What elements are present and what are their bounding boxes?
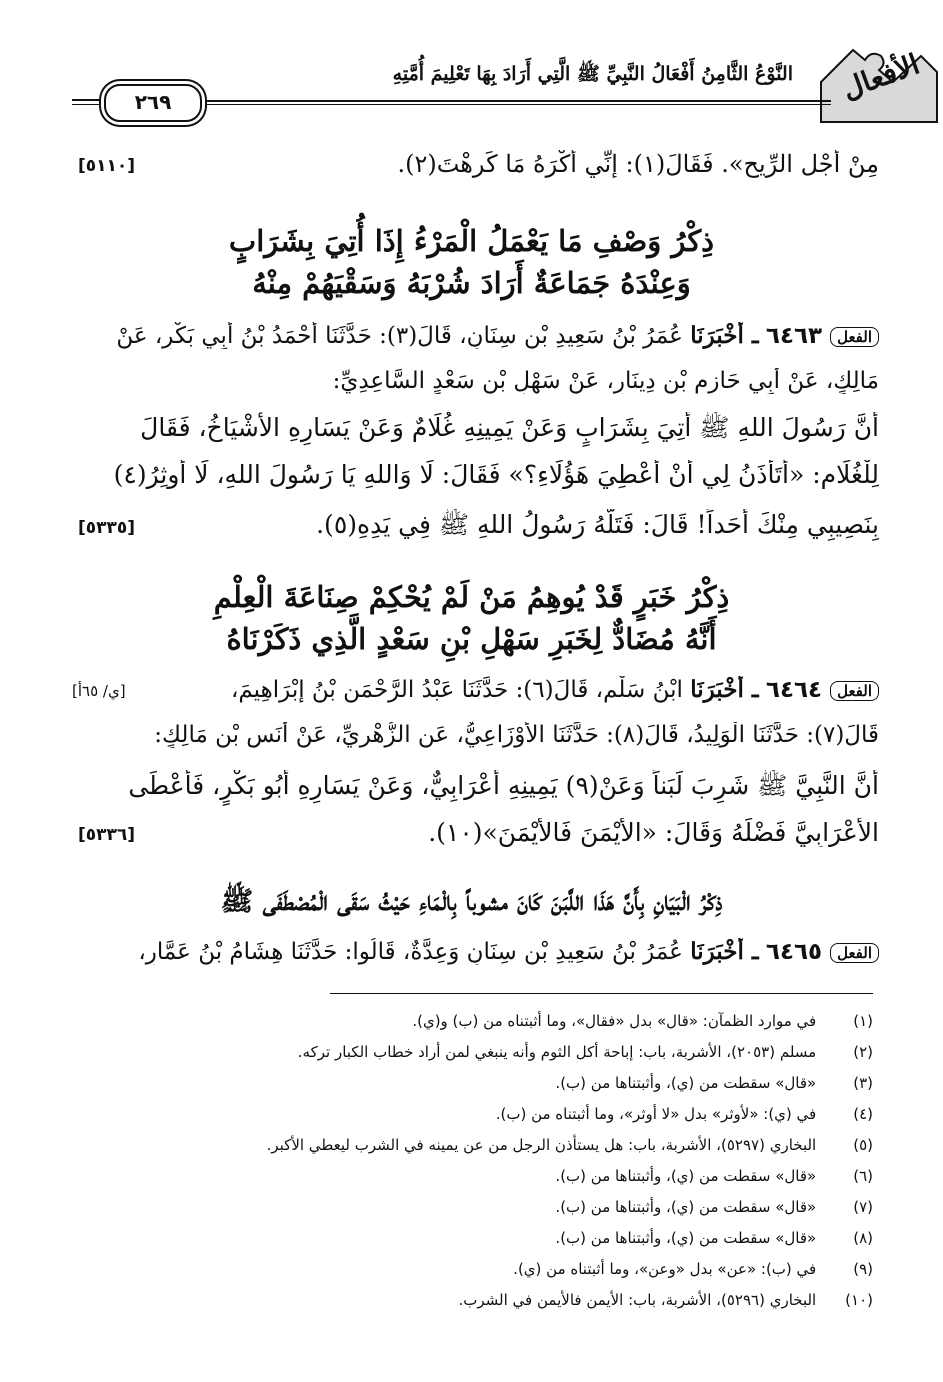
- section-heading: وَعِنْدَهُ جَمَاعَةٌ أَرَادَ شُرْبَهُ وَسَقْيَهُمْ مِنْهُ: [252, 266, 691, 300]
- hadith-tag: الفعل: [830, 943, 879, 963]
- footnote-number: (٤): [853, 1105, 873, 1123]
- footnote: [60, 1012, 873, 1030]
- section-heading: أَنَّهُ مُضَادٌّ لِخَبَرِ سَهْلِ بْنِ سَعْدٍ الَّذِي ذَكَرْنَاهُ: [226, 622, 717, 656]
- isnad-text: عُمَرُ بْنُ سَعِيدِ بْنِ سِنَانٍ وَعِدَّةٌ، قَالُوا: حَدَّثَنَا هِشَامُ بْنُ عَمَّارٍ،: [138, 939, 683, 965]
- hadith-first-line: [170, 676, 879, 703]
- footnote: [60, 1291, 873, 1309]
- hadith-first-line: [74, 938, 879, 965]
- footnote-text: البخاري (٥٢٩٧)، الأشربة، باب: هل يستأذن الرجل من عن يمينه في الشرب ليعطي الأكبر.: [266, 1136, 817, 1154]
- reference-number: [٥٣٣٥]: [78, 518, 136, 538]
- footnote-separator: [330, 993, 873, 994]
- footnote-number: (٣): [853, 1074, 873, 1092]
- page-number-frame: [104, 84, 202, 122]
- footnote: [60, 1260, 873, 1278]
- hadith-tag: الفعل: [830, 327, 879, 347]
- badge-label: الأفعال: [838, 47, 925, 106]
- footnote-text: «قال» سقطت من (ي)، وأثبتناها من (ب).: [555, 1074, 817, 1092]
- hadith-number: ٦٤٦٥: [765, 939, 823, 965]
- hadith-number: ٦٤٦٣: [765, 323, 823, 349]
- footnote-text: في (ب): «عن» بدل «وعن»، وما أثبتناه من (ي).: [513, 1260, 817, 1278]
- footnote-number: (١): [853, 1012, 873, 1030]
- footnote: [60, 1105, 873, 1123]
- hadith-first-line: [74, 322, 879, 349]
- header-rule: [205, 100, 831, 102]
- footnote-number: (٩): [853, 1260, 873, 1278]
- hadith-intro: ـ أَخْبَرَنَا: [690, 676, 759, 703]
- isnad-text: ابْنُ سَلْمٍ، قَالَ(٦): حَدَّثَنَا عَبْدُ الرَّحْمَنِ بْنُ إِبْرَاهِيمَ،: [230, 677, 683, 703]
- footnote: [60, 1167, 873, 1185]
- footnote: [60, 1136, 873, 1154]
- footnote-number: (٨): [853, 1229, 873, 1247]
- footnote-text: مسلم (٢٠٥٣)، الأشربة، باب: إباحة أكل الثوم وأنه ينبغي لمن أراد خطاب الكبار تركه.: [297, 1043, 817, 1061]
- reference-number: [٥٣٣٦]: [78, 825, 136, 845]
- footnote-text: في موارد الظمآن: «قال» بدل «فقال»، وما أثبتناه من (ب) و(ي).: [412, 1012, 817, 1030]
- footnote: [60, 1074, 873, 1092]
- hadith-intro: ـ أَخْبَرَنَا: [690, 938, 759, 965]
- page-number: ٢٦٩: [134, 90, 172, 114]
- text-line: قَالَ(٧): حَدَّثَنَا الْوَلِيدُ، قَالَ(٨): حَدَّثَنَا الأَوْزَاعِيُّ، عَنِ الزُّهْرِيِّ، عَنْ أَنَسِ بْنِ مَالِكٍ:: [154, 722, 879, 748]
- matn-line: بِنَصِيبِي مِنْكَ أَحَداً! قَالَ: فَتَلَّهُ رَسُولُ اللهِ ﷺ فِي يَدِهِ(٥).: [316, 510, 879, 539]
- left-rule-thin: [72, 104, 100, 105]
- footnote-text: «قال» سقطت من (ي)، وأثبتناها من (ب).: [555, 1198, 817, 1216]
- hadith-intro: ـ أَخْبَرَنَا: [690, 322, 759, 349]
- hadith-number: ٦٤٦٤: [765, 677, 823, 703]
- manuscript-folio-ref: [ي/ ٦٥أ]: [72, 682, 126, 700]
- isnad-text: عُمَرُ بْنُ سَعِيدِ بْنِ سِنَانٍ، قَالَ(٣): حَدَّثَنَا أَحْمَدُ بْنُ أَبِي بَكْرٍ، عَنْ: [116, 323, 683, 349]
- footnote-number: (٧): [853, 1198, 873, 1216]
- section-heading: ذِكْرُ خَبَرٍ قَدْ يُوهِمُ مَنْ لَمْ يُحْكِمْ صِنَاعَةَ الْعِلْمِ: [213, 580, 730, 614]
- footnote: [60, 1043, 873, 1061]
- footnote-text: البخاري (٥٢٩٦)، الأشربة، باب: الأيمن فالأيمن في الشرب.: [458, 1291, 817, 1309]
- footnote-text: «قال» سقطت من (ي)، وأثبتناها من (ب).: [555, 1229, 817, 1247]
- footnote: [60, 1229, 873, 1247]
- left-rule: [72, 99, 100, 101]
- footnote-number: (٥): [853, 1136, 873, 1154]
- footnote-number: (٦): [853, 1167, 873, 1185]
- section-heading: ذِكْرُ وَصْفِ مَا يَعْمَلُ الْمَرْءُ إِذَا أُتِيَ بِشَرَابٍ: [228, 224, 715, 258]
- matn-line: أَنَّ رَسُولَ اللهِ ﷺ أُتِيَ بِشَرَابٍ وَعَنْ يَمِينِهِ غُلَامٌ وَعَنْ يَسَارِهِ الأَشْيَاخُ، فَقَالَ: [140, 413, 879, 442]
- running-header-title: النَّوْعُ الثَّامِنُ أَفْعَالُ النَّبِيِّ ﷺ الَّتِي أَرَادَ بِهَا تَعْلِيمَ أُمَّتِهِ: [392, 63, 793, 85]
- footnote: [60, 1198, 873, 1216]
- section-heading: ذِكْرُ الْبَيَانِ بِأَنَّ هَذَا اللَّبَنَ كَانَ مشوباً بِالْمَاءِ حَيْثُ سَقَى الْمُصْطَفَى ﷺ: [220, 886, 723, 917]
- matn-line: لِلْغُلَامِ: «أَتَأْذَنُ لِي أَنْ أُعْطِيَ هَؤُلَاءِ؟» فَقَالَ: لَا وَاللهِ يَا رَسُولَ اللهِ، لَا أُوثِرُ(٤): [113, 460, 879, 489]
- reference-number: [٥١١٠]: [78, 156, 136, 176]
- footnote-number: (٢): [853, 1043, 873, 1061]
- footnote-number: (١٠): [845, 1291, 873, 1309]
- text-line: مِنْ أَجْلِ الرِّيحِ». فَقَالَ(١): إِنِّي أَكْرَهُ مَا كَرِهْتَ(٢).: [397, 150, 879, 178]
- matn-line: الأَعْرَابِيَّ فَضْلَهُ وَقَالَ: «الأَيْمَنَ فَالأَيْمَنَ»(١٠).: [428, 818, 879, 847]
- matn-line: أَنَّ النَّبِيَّ ﷺ شَرِبَ لَبَناً وَعَنْ(٩) يَمِينِهِ أَعْرَابِيٌّ، وَعَنْ يَسَارِهِ أَبُو بَكْرٍ، فَأَعْطَى: [128, 771, 879, 800]
- header-rule-thin: [205, 104, 831, 105]
- footnote-text: في (ي): «لأوثر» بدل «لا أوثر»، وما أثبتناه من (ب).: [495, 1105, 817, 1123]
- text-line: مَالِكٍ، عَنْ أَبِي حَازِمِ بْنِ دِينَارٍ، عَنْ سَهْلِ بْنِ سَعْدٍ السَّاعِدِيِّ:: [332, 368, 879, 394]
- footnote-text: «قال» سقطت من (ي)، وأثبتناها من (ب).: [555, 1167, 817, 1185]
- hadith-tag: الفعل: [830, 681, 879, 701]
